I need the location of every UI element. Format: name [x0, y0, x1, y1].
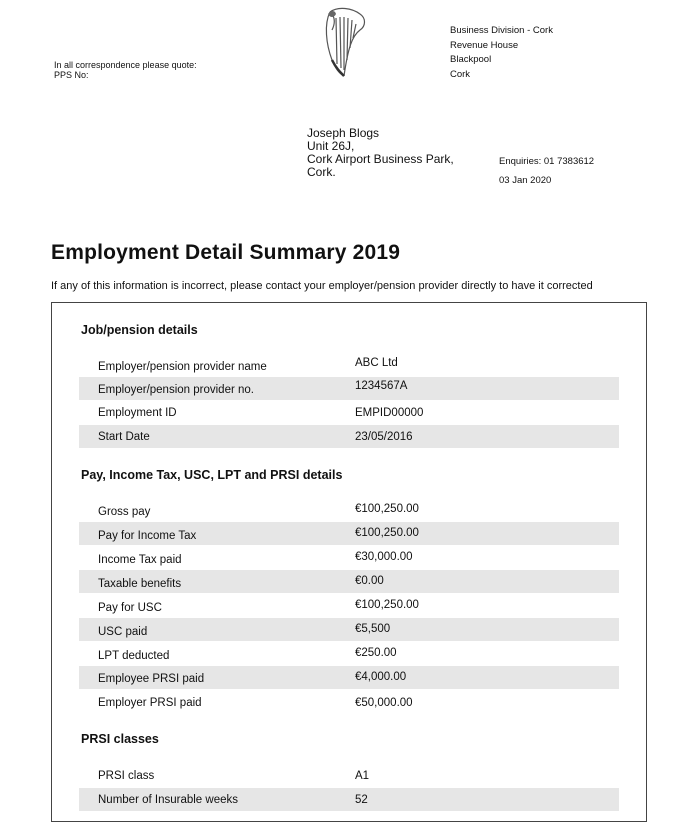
table-row: [79, 570, 619, 593]
table-row: [79, 522, 619, 545]
table-row: [79, 788, 619, 811]
row-value: 52: [355, 794, 368, 806]
office-line: Cork: [450, 68, 471, 80]
table-row: [79, 666, 619, 689]
intro-text: If any of this information is incorrect, please contact your employer/pension provider directly to have it corrected: [51, 280, 593, 292]
row-value: €5,500: [355, 623, 391, 635]
row-label: Employer/pension provider name: [98, 361, 267, 373]
recipient-line: Joseph Blogs: [307, 126, 380, 140]
recipient-address: [307, 127, 454, 179]
row-label: Gross pay: [98, 506, 151, 518]
row-label: Employee PRSI paid: [98, 673, 205, 685]
table-row: [79, 618, 619, 641]
section-title-pay-tax: Pay, Income Tax, USC, LPT and PRSI details: [81, 468, 343, 482]
summary-panel: [51, 302, 647, 822]
pps-label: PPS No:: [54, 70, 89, 80]
row-label: Employer/pension provider no.: [98, 384, 254, 396]
row-value: €4,000.00: [355, 671, 407, 683]
row-value: EMPID00000: [355, 407, 424, 419]
table-row: [79, 425, 619, 448]
table-row: [79, 401, 619, 424]
correspondence-note: In all correspondence please quote:: [54, 60, 197, 70]
letter-date: 03 Jan 2020: [499, 175, 552, 186]
harp-crest-icon: [322, 4, 368, 78]
table-row: [79, 546, 619, 569]
row-label: Pay for USC: [98, 602, 162, 614]
page-title: Employment Detail Summary 2019: [51, 241, 401, 264]
office-line: Business Division - Cork: [450, 25, 553, 36]
row-value: €250.00: [355, 647, 397, 659]
row-value: 1234567A: [355, 380, 408, 392]
table-row: [79, 377, 619, 400]
row-value: €30,000.00: [355, 551, 413, 563]
row-value: €100,250.00: [355, 503, 419, 515]
row-label: Number of Insurable weeks: [98, 794, 238, 806]
row-value: €0.00: [355, 575, 384, 587]
table-row: [79, 353, 619, 376]
row-label: LPT deducted: [98, 650, 170, 662]
recipient-line: Cork.: [307, 165, 336, 179]
row-value: A1: [355, 770, 370, 782]
enquiries-phone: Enquiries: 01 7383612: [499, 156, 595, 167]
table-row: [79, 764, 619, 787]
row-value: €100,250.00: [355, 599, 419, 611]
section-title-job-pension: Job/pension details: [81, 323, 198, 337]
table-row: [79, 498, 619, 521]
row-value: €100,250.00: [355, 527, 419, 539]
office-line: Revenue House: [450, 39, 519, 51]
office-line: Blackpool: [450, 54, 492, 65]
row-label: Employer PRSI paid: [98, 697, 202, 709]
recipient-line: Cork Airport Business Park,: [307, 152, 454, 166]
row-label: Pay for Income Tax: [98, 530, 197, 542]
row-label: USC paid: [98, 626, 148, 638]
section-title-prsi-classes: PRSI classes: [81, 732, 159, 746]
row-label: Employment ID: [98, 407, 177, 419]
row-value: ABC Ltd: [355, 357, 398, 369]
row-value: 23/05/2016: [355, 431, 413, 443]
table-row: [79, 594, 619, 617]
row-label: PRSI class: [98, 770, 155, 782]
row-label: Start Date: [98, 431, 150, 443]
recipient-line: Unit 26J,: [307, 139, 355, 153]
office-address: [450, 24, 553, 82]
table-row: [79, 690, 619, 713]
table-row: [79, 642, 619, 665]
row-label: Taxable benefits: [98, 578, 182, 590]
row-value: €50,000.00: [355, 697, 413, 709]
row-label: Income Tax paid: [98, 554, 182, 566]
